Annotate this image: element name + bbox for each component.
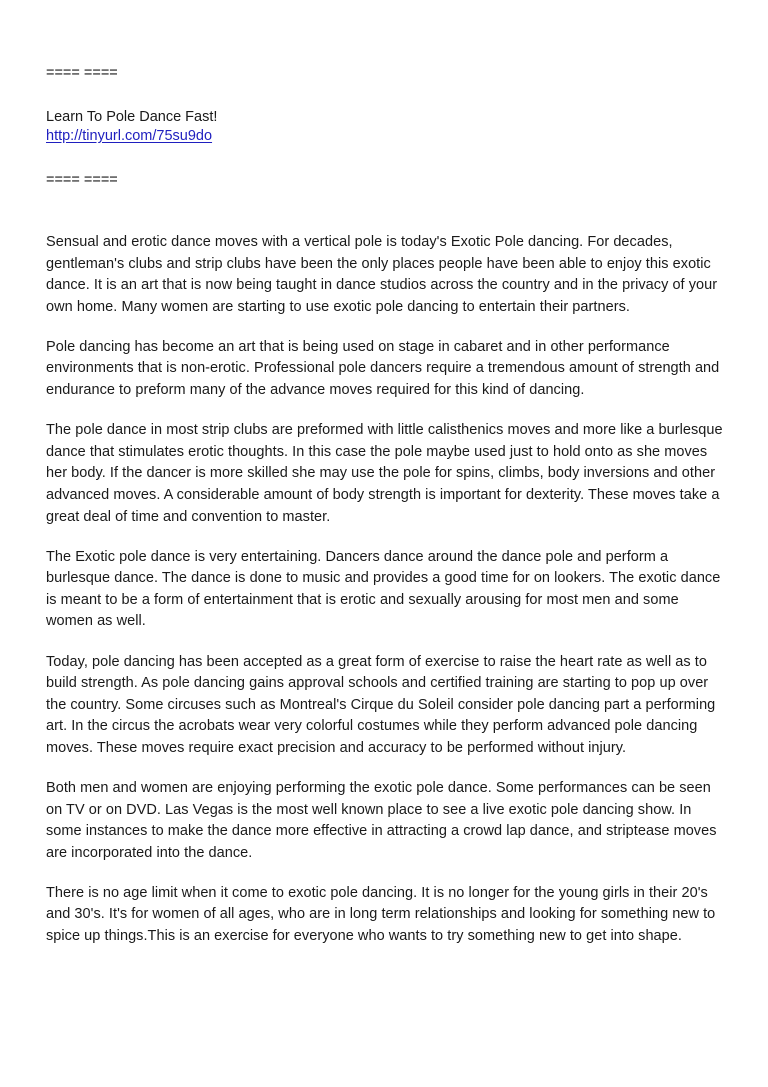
promo-link[interactable]: http://tinyurl.com/75su9do (46, 128, 213, 144)
separator-bottom: ==== ==== (46, 172, 118, 188)
document-header (46, 64, 726, 190)
paragraph-4: The Exotic pole dance is very entertaining. Dancers dance around the dance pole and perform a burlesque dance. The dance is done to music and provides a good time for on lookers. The exotic dance is meant to be a form of entertainment that is erotic and sexually arousing for most men and some women as well. (46, 548, 721, 630)
paragraph-5: Today, pole dancing has been accepted as a great form of exercise to raise the heart rate as well as to build strength. As pole dancing gains approval schools and certified training are starting to pop up over the country. Some circuses such as Montreal's Cirque du Soleil consider pole dancing part a performing art. In the circus the acrobats wear very colorful costumes while they perform advanced pole dancing moves. These moves require exact precision and accuracy to be performed without injury. (46, 653, 716, 756)
paragraph-1: Sensual and erotic dance moves with a vertical pole is today's Exotic Pole dancing. For decades, gentleman's clubs and strip clubs have been the only places people have been able to enjoy this exotic dance. It is an art that is now being taught in dance studios across the country and in the privacy of your own home. Many women are starting to use exotic pole dancing to entertain their partners. (46, 234, 718, 315)
paragraph-7: There is no age limit when it come to exotic pole dancing. It is no longer for the young girls in their 20's and 30's. It's for women of all ages, who are in long term relationships and looking for something new to spice up things.This is an exercise for everyone who wants to try something new to get into shape. (46, 884, 716, 945)
paragraph-2: Pole dancing has become an art that is being used on stage in cabaret and in other performance environments that is non-erotic. Professional pole dancers require a tremendous amount of strength and endurance to preform many of the advance moves required for this kind of dancing. (46, 338, 720, 399)
document-body (46, 232, 726, 948)
paragraph-3: The pole dance in most strip clubs are preformed with little calisthenics moves and more like a burlesque dance that stimulates erotic thoughts. In this case the pole maybe used just to hold onto as she moves her body. If the dancer is more skilled she may use the pole for spins, climbs, body inversions and other advanced moves. A considerable amount of body strength is important for dexterity. These moves take a great deal of time and convention to master. (46, 422, 723, 525)
document-page (46, 64, 726, 966)
paragraph-6: Both men and women are enjoying performing the exotic pole dance. Some performances can be seen on TV or on DVD. Las Vegas is the most well known place to see a live exotic pole dancing show. In some instances to make the dance more effective in attracting a crowd lap dance, and striptease moves are incorporated into the dance. (46, 779, 717, 861)
separator-top: ==== ==== (46, 65, 118, 81)
document-title: Learn To Pole Dance Fast! (46, 109, 218, 125)
